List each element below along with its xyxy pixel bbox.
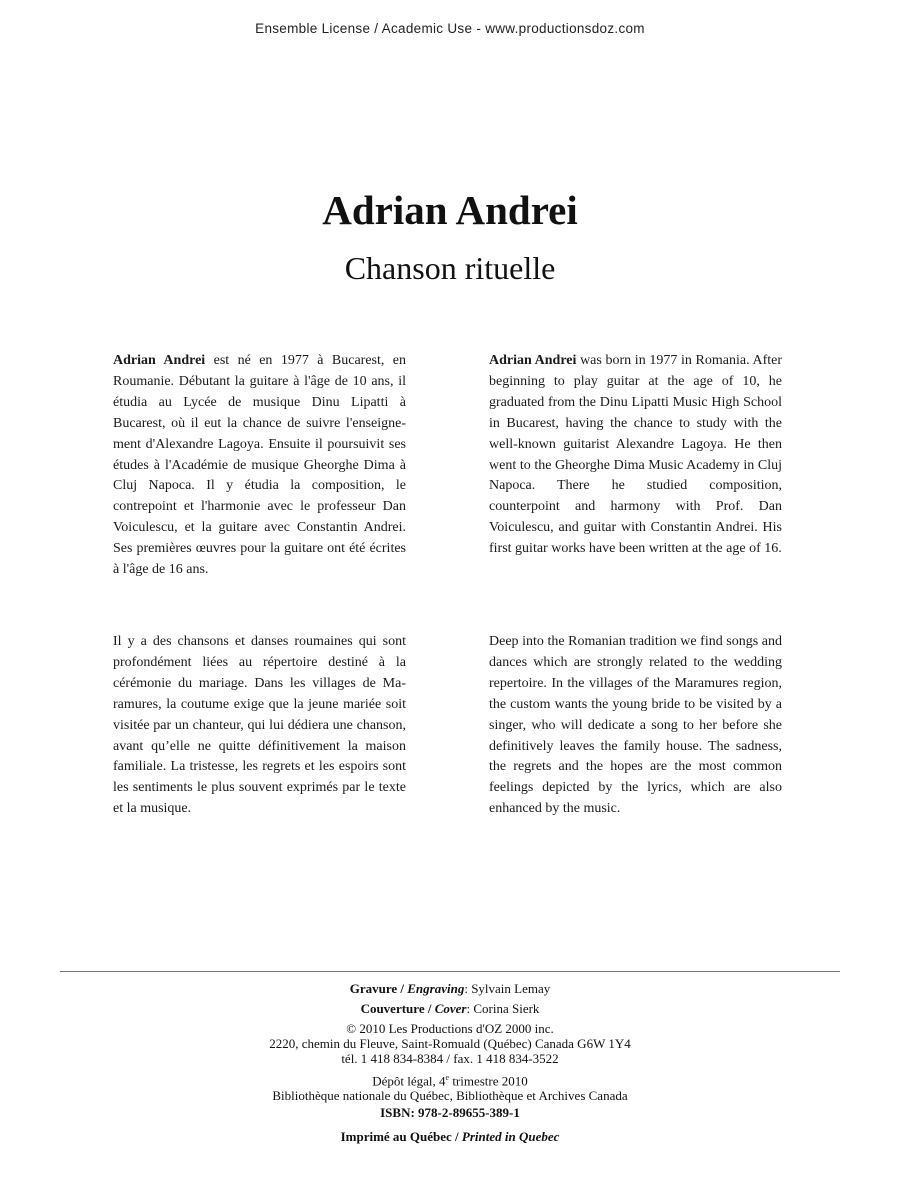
program-note-english: Deep into the Romanian tradition we find songs and dances which are strongly related to the wedding repertoire. In the villages of the Maramures region, the custom wants the young bride to be visited by a singer, who will dedicate a song to her before she definitively leaves the family house. The sadness, the regrets and the hopes are the most common feelings depicted by the lyrics, which are also enhanced by the music. xyxy=(489,634,782,817)
publisher-block xyxy=(0,1021,900,1066)
bio-name-fr: Adrian Andrei xyxy=(113,353,206,368)
isbn-line: ISBN: 978-2-89655-389-1 xyxy=(380,1105,520,1120)
program-note-french: Il y a des chansons et danses roumaines qui sont profondément liées au répertoire destiné à la cérémonie du mariage. Dans les villages de Maramures, la coutume exige que la jeune mariée soit visitée par un chanteur, qui lui dédiera une chanson, avant qu’elle ne quitte définitivement la maison familiale. La tristesse, les regrets et les espoirs sont les sentiments le plus souvent exprimés par le texte et la musique. xyxy=(113,634,406,817)
composer-name: Adrian Andrei xyxy=(322,187,578,233)
biography-french xyxy=(113,351,406,581)
copyright-line: © 2010 Les Productions d'OZ 2000 inc. xyxy=(346,1021,554,1036)
biography-english xyxy=(489,351,782,560)
engraving-name: : Sylvain Lemay xyxy=(464,981,551,996)
cover-name: : Corina Sierk xyxy=(466,1001,540,1016)
bio-text-en: was born in 1977 in Romania. After beginning to play guitar at the age of 10, he graduated from the Dinu Lipatti Music High School in Bucarest, having the chance to study with the well-known guitarist Alexandre Lagoya. He then went to the Gheorghe Dima Music Academy in Cluj Napoca. There he studied composition, counterpoint and harmony with Prof. Dan Voiculescu, and guitar with Constantin Andrei. His first guitar works have been written at the age of 16. xyxy=(489,353,782,557)
printed-fr: Imprimé au Québec / xyxy=(340,1129,462,1144)
footer-divider xyxy=(60,971,840,972)
printed-line xyxy=(0,1129,900,1144)
bio-name-en: Adrian Andrei xyxy=(489,353,577,368)
phone-line: tél. 1 418 834-8384 / fax. 1 418 834-3522 xyxy=(341,1051,559,1066)
bio-text-fr: est né en 1977 à Bucarest, en Roumanie. Débutant la guitare à l'âge de 10 ans, il étudia au Lycée de musique Dinu Lipatti à Bucarest, où il eut la chance de suivre l'enseignement d'Alexandre Lagoya. Ensuite il poursuivit ses études à l'Académie de musique Gheorghe Dima à Cluj Napoca. Il y étudia la composition, le contrepoint et l'harmonie avec le professeur Dan Voiculescu, et la guitare avec Constantin Andrei. Ses premières œuvres pour la guitare ont été écrites à l'âge de 16 ans. xyxy=(113,353,406,578)
libraries-line: Bibliothèque nationale du Québec, Bibliothèque et Archives Canada xyxy=(272,1088,628,1104)
engraving-label-fr: Gravure / xyxy=(349,981,408,996)
license-line: Ensemble License / Academic Use - www.productionsdoz.com xyxy=(255,21,645,36)
piece-title: Chanson rituelle xyxy=(344,250,556,286)
cover-label-fr: Couverture / xyxy=(360,1001,435,1016)
engraving-credit xyxy=(0,981,900,996)
cover-label-en: Cover xyxy=(434,1001,467,1016)
legal-deposit-block xyxy=(0,1070,900,1103)
address-line: 2220, chemin du Fleuve, Saint-Romuald (Québec) Canada G6W 1Y4 xyxy=(269,1036,631,1051)
engraving-label-en: Engraving xyxy=(407,981,465,996)
cover-credit xyxy=(0,1001,900,1016)
legal-deposit-line: Dépôt légal, 4e trimestre 2010 xyxy=(372,1073,528,1089)
printed-en: Printed in Quebec xyxy=(461,1129,560,1144)
